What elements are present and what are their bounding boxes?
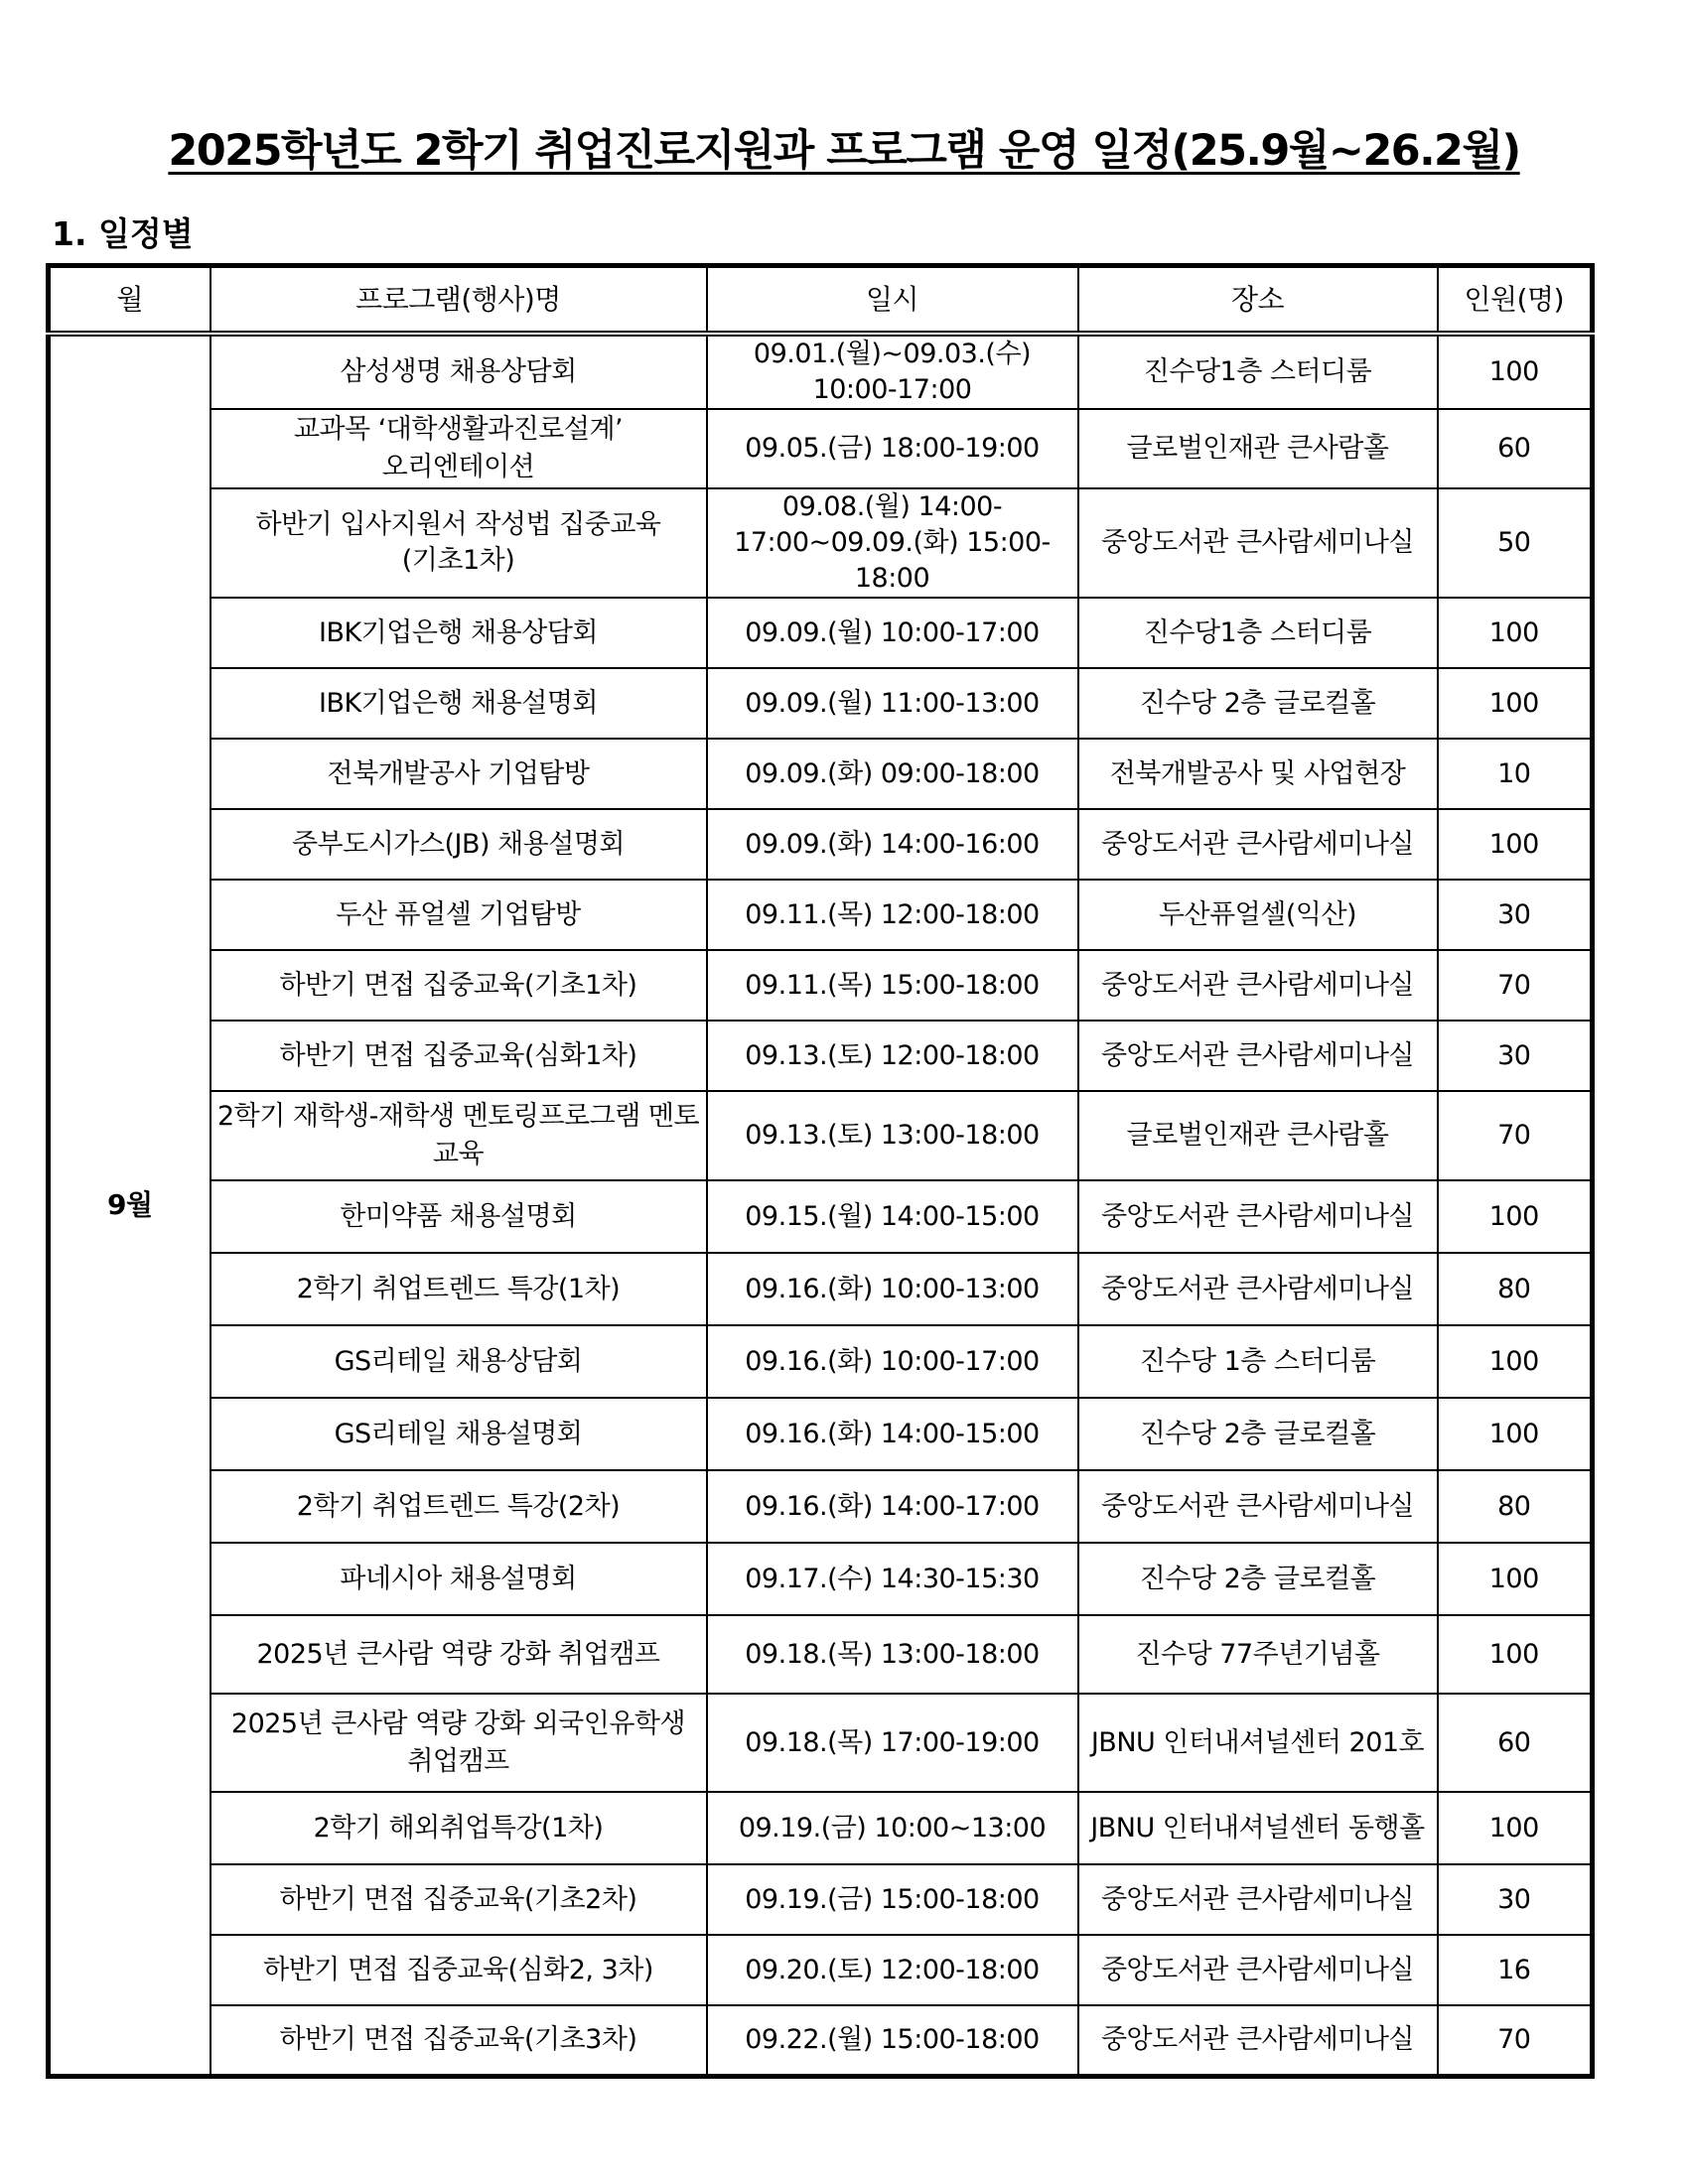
datetime-cell: 09.20.(토) 12:00-18:00 <box>707 1935 1078 2005</box>
count-cell: 30 <box>1438 1021 1593 1091</box>
count-cell: 30 <box>1438 880 1593 950</box>
datetime-cell: 09.13.(토) 12:00-18:00 <box>707 1021 1078 1091</box>
datetime-cell: 09.01.(월)~09.03.(수) 10:00-17:00 <box>707 334 1078 409</box>
count-cell: 50 <box>1438 488 1593 598</box>
place-cell: 글로벌인재관 큰사람홀 <box>1078 409 1438 488</box>
header-row <box>49 266 1593 335</box>
datetime-cell: 09.09.(월) 11:00-13:00 <box>707 668 1078 739</box>
place-cell: 중앙도서관 큰사람세미나실 <box>1078 950 1438 1021</box>
program-cell: IBK기업은행 채용설명회 <box>211 668 707 739</box>
header-datetime: 일시 <box>707 266 1078 335</box>
document-title: 2025학년도 2학기 취업진로지원과 프로그램 운영 일정(25.9월~26.2월) <box>168 126 1520 176</box>
count-cell: 70 <box>1438 950 1593 1021</box>
place-cell: 진수당1층 스터디룸 <box>1078 598 1438 668</box>
datetime-cell: 09.18.(목) 13:00-18:00 <box>707 1615 1078 1694</box>
header-count: 인원(명) <box>1438 266 1593 335</box>
table-row <box>49 1470 1593 1543</box>
place-cell: JBNU 인터내셔널센터 201호 <box>1078 1694 1438 1792</box>
program-cell: 2학기 해외취업특강(1차) <box>211 1792 707 1864</box>
count-cell: 60 <box>1438 1694 1593 1792</box>
table-row <box>49 950 1593 1021</box>
datetime-cell: 09.19.(금) 15:00-18:00 <box>707 1864 1078 1935</box>
place-cell: 중앙도서관 큰사람세미나실 <box>1078 1864 1438 1935</box>
datetime-cell: 09.16.(화) 14:00-17:00 <box>707 1470 1078 1543</box>
program-cell: 하반기 입사지원서 작성법 집중교육(기초1차) <box>211 488 707 598</box>
table-row <box>49 1792 1593 1864</box>
datetime-cell: 09.11.(목) 12:00-18:00 <box>707 880 1078 950</box>
place-cell: 글로벌인재관 큰사람홀 <box>1078 1091 1438 1180</box>
table-row <box>49 739 1593 809</box>
table-row <box>49 1615 1593 1694</box>
place-cell: 중앙도서관 큰사람세미나실 <box>1078 1180 1438 1253</box>
program-cell: 하반기 면접 집중교육(기초2차) <box>211 1864 707 1935</box>
count-cell: 80 <box>1438 1253 1593 1325</box>
place-cell: 중앙도서관 큰사람세미나실 <box>1078 488 1438 598</box>
table-row <box>49 1180 1593 1253</box>
count-cell: 100 <box>1438 334 1593 409</box>
count-cell: 16 <box>1438 1935 1593 2005</box>
place-cell: 진수당 2층 글로컬홀 <box>1078 1398 1438 1470</box>
table-row <box>49 668 1593 739</box>
table-row <box>49 1864 1593 1935</box>
datetime-cell: 09.16.(화) 10:00-17:00 <box>707 1325 1078 1398</box>
datetime-cell: 09.19.(금) 10:00~13:00 <box>707 1792 1078 1864</box>
count-cell: 100 <box>1438 668 1593 739</box>
header-place: 장소 <box>1078 266 1438 335</box>
place-cell: 진수당 1층 스터디룸 <box>1078 1325 1438 1398</box>
table-row <box>49 334 1593 409</box>
count-cell: 100 <box>1438 809 1593 880</box>
table-row <box>49 2005 1593 2076</box>
table-row <box>49 1021 1593 1091</box>
count-cell: 100 <box>1438 1543 1593 1615</box>
place-cell: 중앙도서관 큰사람세미나실 <box>1078 1021 1438 1091</box>
place-cell: 두산퓨얼셀(익산) <box>1078 880 1438 950</box>
program-cell: GS리테일 채용상담회 <box>211 1325 707 1398</box>
program-cell: 중부도시가스(JB) 채용설명회 <box>211 809 707 880</box>
table-body <box>49 334 1593 2076</box>
place-cell: 전북개발공사 및 사업현장 <box>1078 739 1438 809</box>
table-row <box>49 1253 1593 1325</box>
datetime-cell: 09.11.(목) 15:00-18:00 <box>707 950 1078 1021</box>
program-cell: 2학기 취업트렌드 특강(1차) <box>211 1253 707 1325</box>
datetime-cell: 09.17.(수) 14:30-15:30 <box>707 1543 1078 1615</box>
place-cell: JBNU 인터내셔널센터 동행홀 <box>1078 1792 1438 1864</box>
place-cell: 중앙도서관 큰사람세미나실 <box>1078 809 1438 880</box>
table-row <box>49 488 1593 598</box>
header-program: 프로그램(행사)명 <box>211 266 707 335</box>
count-cell: 70 <box>1438 2005 1593 2076</box>
place-cell: 중앙도서관 큰사람세미나실 <box>1078 2005 1438 2076</box>
program-cell: 2025년 큰사람 역량 강화 취업캠프 <box>211 1615 707 1694</box>
program-cell: 하반기 면접 집중교육(심화1차) <box>211 1021 707 1091</box>
datetime-cell: 09.08.(월) 14:00-17:00~09.09.(화) 15:00-18:00 <box>707 488 1078 598</box>
count-cell: 60 <box>1438 409 1593 488</box>
place-cell: 진수당1층 스터디룸 <box>1078 334 1438 409</box>
table-row <box>49 598 1593 668</box>
table-row <box>49 1694 1593 1792</box>
datetime-cell: 09.16.(화) 10:00-13:00 <box>707 1253 1078 1325</box>
place-cell: 중앙도서관 큰사람세미나실 <box>1078 1470 1438 1543</box>
section-heading: 1. 일정별 <box>52 214 194 253</box>
datetime-cell: 09.13.(토) 13:00-18:00 <box>707 1091 1078 1180</box>
datetime-cell: 09.09.(화) 14:00-16:00 <box>707 809 1078 880</box>
month-cell: 9월 <box>49 334 211 2076</box>
count-cell: 100 <box>1438 1398 1593 1470</box>
datetime-cell: 09.16.(화) 14:00-15:00 <box>707 1398 1078 1470</box>
datetime-cell: 09.09.(화) 09:00-18:00 <box>707 739 1078 809</box>
datetime-cell: 09.22.(월) 15:00-18:00 <box>707 2005 1078 2076</box>
program-cell: 2학기 취업트렌드 특강(2차) <box>211 1470 707 1543</box>
table-row <box>49 1935 1593 2005</box>
program-cell: 2학기 재학생-재학생 멘토링프로그램 멘토 교육 <box>211 1091 707 1180</box>
count-cell: 80 <box>1438 1470 1593 1543</box>
count-cell: 70 <box>1438 1091 1593 1180</box>
place-cell: 진수당 2층 글로컬홀 <box>1078 668 1438 739</box>
table-row <box>49 1325 1593 1398</box>
count-cell: 100 <box>1438 1615 1593 1694</box>
count-cell: 100 <box>1438 598 1593 668</box>
program-cell: GS리테일 채용설명회 <box>211 1398 707 1470</box>
program-cell: 하반기 면접 집중교육(기초1차) <box>211 950 707 1021</box>
program-cell: 삼성생명 채용상담회 <box>211 334 707 409</box>
table-row <box>49 880 1593 950</box>
place-cell: 중앙도서관 큰사람세미나실 <box>1078 1253 1438 1325</box>
datetime-cell: 09.18.(목) 17:00-19:00 <box>707 1694 1078 1792</box>
datetime-cell: 09.15.(월) 14:00-15:00 <box>707 1180 1078 1253</box>
datetime-cell: 09.09.(월) 10:00-17:00 <box>707 598 1078 668</box>
table-row <box>49 809 1593 880</box>
datetime-cell: 09.05.(금) 18:00-19:00 <box>707 409 1078 488</box>
place-cell: 중앙도서관 큰사람세미나실 <box>1078 1935 1438 2005</box>
table-row <box>49 409 1593 488</box>
table-row <box>49 1398 1593 1470</box>
table-row <box>49 1091 1593 1180</box>
count-cell: 30 <box>1438 1864 1593 1935</box>
program-cell: 한미약품 채용설명회 <box>211 1180 707 1253</box>
program-cell: 교과목 ‘대학생활과진로설계’ 오리엔테이션 <box>211 409 707 488</box>
program-cell: 파네시아 채용설명회 <box>211 1543 707 1615</box>
count-cell: 100 <box>1438 1180 1593 1253</box>
table-header <box>49 266 1593 335</box>
table-row <box>49 1543 1593 1615</box>
header-month: 월 <box>49 266 211 335</box>
program-cell: 하반기 면접 집중교육(심화2, 3차) <box>211 1935 707 2005</box>
program-cell: 두산 퓨얼셀 기업탐방 <box>211 880 707 950</box>
count-cell: 100 <box>1438 1325 1593 1398</box>
program-cell: IBK기업은행 채용상담회 <box>211 598 707 668</box>
place-cell: 진수당 2층 글로컬홀 <box>1078 1543 1438 1615</box>
schedule-table <box>46 263 1595 2079</box>
count-cell: 10 <box>1438 739 1593 809</box>
count-cell: 100 <box>1438 1792 1593 1864</box>
program-cell: 2025년 큰사람 역량 강화 외국인유학생 취업캠프 <box>211 1694 707 1792</box>
program-cell: 전북개발공사 기업탐방 <box>211 739 707 809</box>
program-cell: 하반기 면접 집중교육(기초3차) <box>211 2005 707 2076</box>
place-cell: 진수당 77주년기념홀 <box>1078 1615 1438 1694</box>
